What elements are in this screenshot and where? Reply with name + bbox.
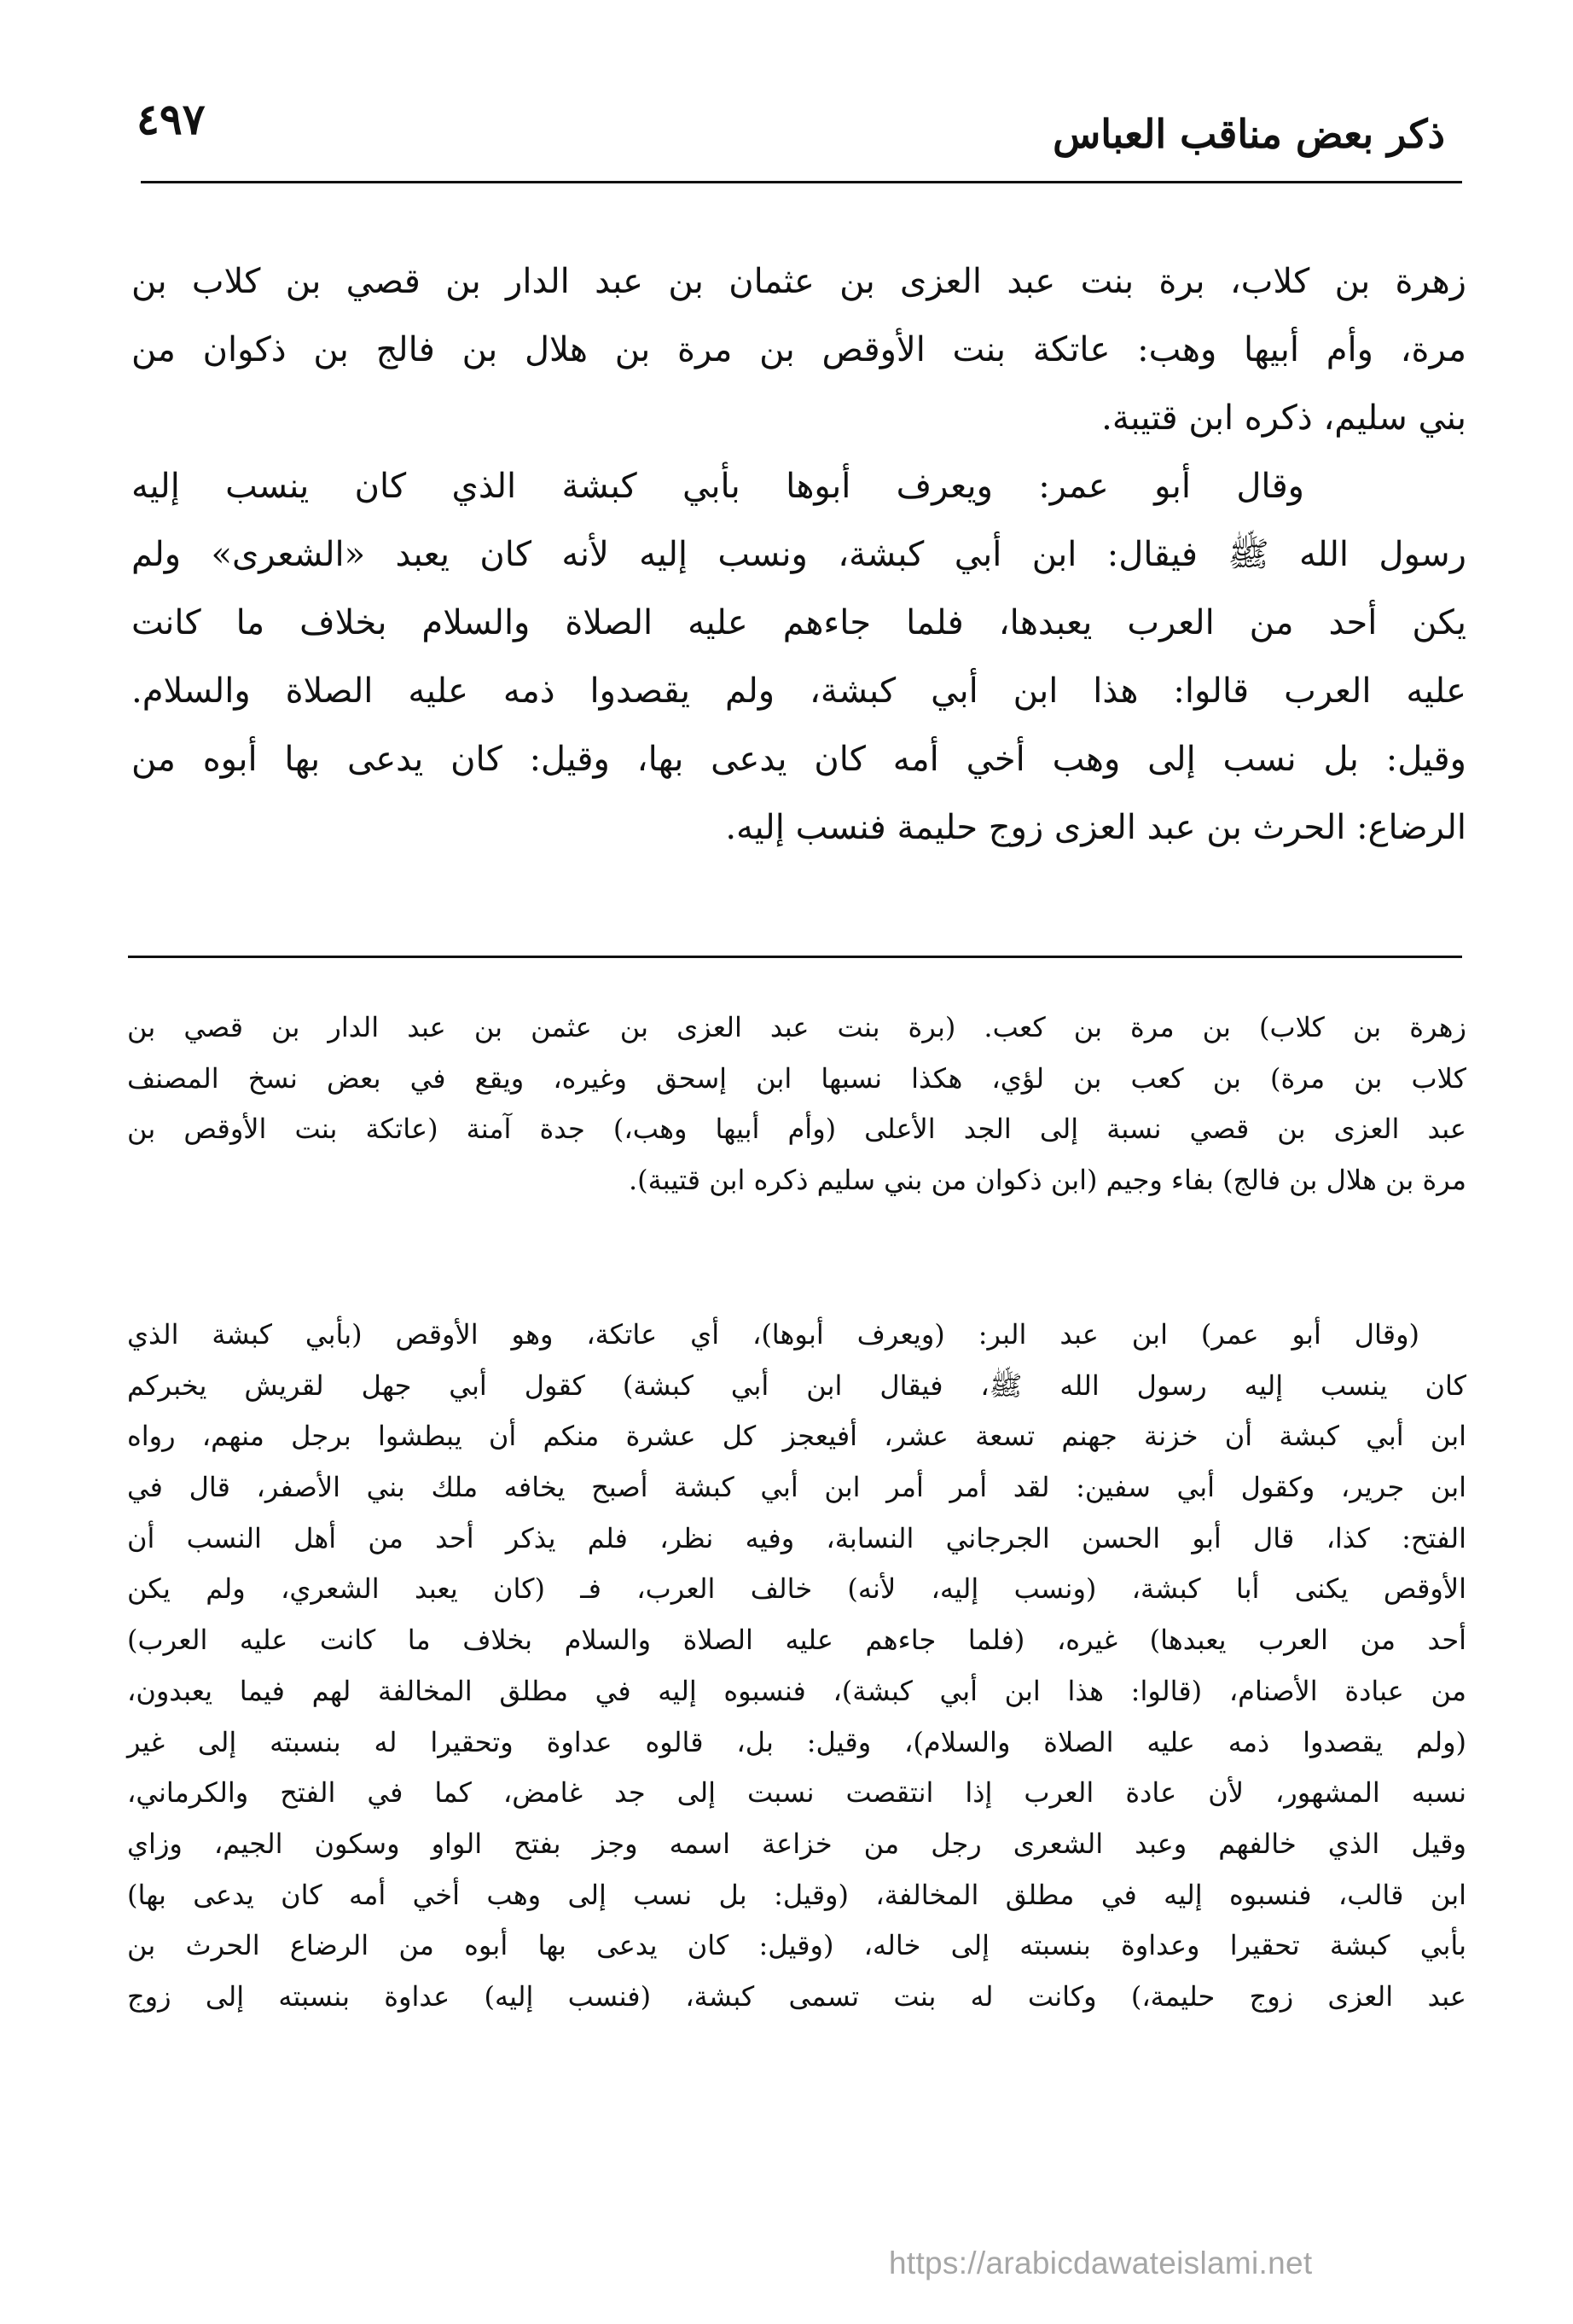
commentary-line: ابن قالب، فنسبوه إليه في مطلق المخالفة، (وقيل: بل نسب إلى وهب أخي أمه كان يدعى بها)	[127, 1878, 1466, 1911]
watermark-url: https://arabicdawateislami.net	[889, 2246, 1313, 2280]
commentary-separator	[128, 956, 1462, 958]
main-text-line: وقيل: بل نسب إلى وهب أخي أمه كان يدعى بها، وقيل: كان يدعى بها أبوه من	[131, 740, 1466, 779]
commentary-line: (وقال أبو عمر) ابن عبد البر: (ويعرف أبوها)، أي عاتكة، وهو الأوقص (بأبي كبشة الذي	[127, 1318, 1419, 1351]
commentary-line: زهرة بن كلاب) بن مرة بن كعب. (برة بنت عبد العزى بن عثمن بن عبد الدار بن قصي بن	[127, 1011, 1466, 1043]
commentary-line: ابن جرير، وكقول أبي سفين: لقد أمر أمر ابن أبي كبشة أصبح يخافه ملك بني الأصفر، قال في	[127, 1471, 1467, 1504]
commentary-line: الأوقص يكنى أبا كبشة، (ونسب إليه، لأنه) خالف العرب، فـ (كان يعبد الشعري، ولم يكن	[127, 1572, 1467, 1606]
commentary-line: بأبي كبشة تحقيرا وعداوة بنسبته إلى خاله، (وقيل: كان يدعى بها أبوه من الرضاع الحرث بن	[127, 1929, 1466, 1962]
commentary-line: عبد العزى بن قصي نسبة إلى الجد الأعلى (وأم أبيها وهب،) جدة آمنة (عاتكة بنت الأوقص بن	[127, 1113, 1466, 1146]
page-number: ٤٩٧	[136, 94, 206, 144]
commentary-line: (ولم يقصدوا ذمه عليه الصلاة والسلام)، وقيل: بل، قالوه عداوة وتحقيرا له بنسبته إلى غير	[127, 1725, 1466, 1758]
commentary-line: نسبه المشهور، لأن عادة العرب إذا انتقصت نسبت إلى جد غامض، كما في الفتح والكرماني،	[127, 1776, 1466, 1810]
commentary-block	[127, 1310, 1466, 2023]
commentary-line: وقيل الذي خالفهم وعبد الشعرى رجل من خزاعة اسمه وجز بفتح الواو وسكون الجيم، وزاي	[127, 1827, 1466, 1860]
page-header	[128, 94, 1445, 179]
commentary-line: الفتح: كذا، قال أبو الحسن الجرجاني النسابة، وفيه نظر، فلم يذكر أحد من أهل النسب أن	[127, 1521, 1466, 1554]
main-text-line: مرة، وأم أبيها وهب: عاتكة بنت الأوقص بن مرة بن هلال بن فالج بن ذكوان من	[131, 330, 1466, 369]
main-text-line: عليه العرب قالوا: هذا ابن أبي كبشة، ولم يقصدوا ذمه عليه الصلاة والسلام.	[131, 671, 1466, 711]
commentary-line: أحد من العرب يعبدها) غيره، (فلما جاءهم عليه الصلاة والسلام بخلاف ما كانت عليه العرب)	[127, 1624, 1466, 1657]
commentary-line: كان ينسب إليه رسول الله ﷺ، فيقال ابن أبي كبشة) كقول أبي جهل لقريش يخبركم	[127, 1368, 1466, 1402]
commentary-block	[127, 1002, 1466, 1206]
header-rule	[141, 181, 1462, 183]
main-text-line: رسول الله ﷺ فيقال: ابن أبي كبشة، ونسب إليه لأنه كان يعبد «الشعرى» ولم	[131, 535, 1466, 574]
main-text-line: بني سليم، ذكره ابن قتيبة.	[1101, 398, 1466, 438]
commentary-line: ابن أبي كبشة أن خزنة جهنم تسعة عشر، أفيعجز كل عشرة منكم أن يبطشوا برجل منهم، رواه	[127, 1420, 1466, 1453]
main-text-line: زهرة بن كلاب، برة بنت عبد العزى بن عثمان بن عبد الدار بن قصي بن كلاب بن	[131, 262, 1466, 301]
commentary-line: مرة بن هلال بن فالج) بفاء وجيم (ابن ذكوان من بني سليم ذكره ابن قتيبة).	[628, 1164, 1466, 1197]
main-text-line: وقال أبو عمر: ويعرف أبوها بأبي كبشة الذي كان ينسب إليه	[131, 467, 1304, 506]
chapter-title: ذكر بعض مناقب العباس	[1053, 111, 1445, 157]
main-text-line: يكن أحد من العرب يعبدها، فلما جاءهم عليه الصلاة والسلام بخلاف ما كانت	[131, 603, 1466, 642]
commentary-line: كلاب بن مرة) بن كعب بن لؤي، هكذا نسبها ابن إسحق وغيره، ويقع في بعض نسخ المصنف	[127, 1061, 1466, 1095]
main-text-line: الرضاع: الحرث بن عبد العزى زوج حليمة فنسب إليه.	[725, 808, 1466, 847]
commentary-line: من عبادة الأصنام، (قالوا: هذا ابن أبي كبشة)، فنسبوه إليه في مطلق المخالفة لهم فيما يعبدون،	[127, 1674, 1467, 1707]
commentary-line: عبد العزى زوج حليمة،) وكانت له بنت تسمى كبشة، (فنسب إليه) عداوة بنسبته إلى زوج	[127, 1979, 1466, 2013]
main-text	[131, 247, 1466, 862]
